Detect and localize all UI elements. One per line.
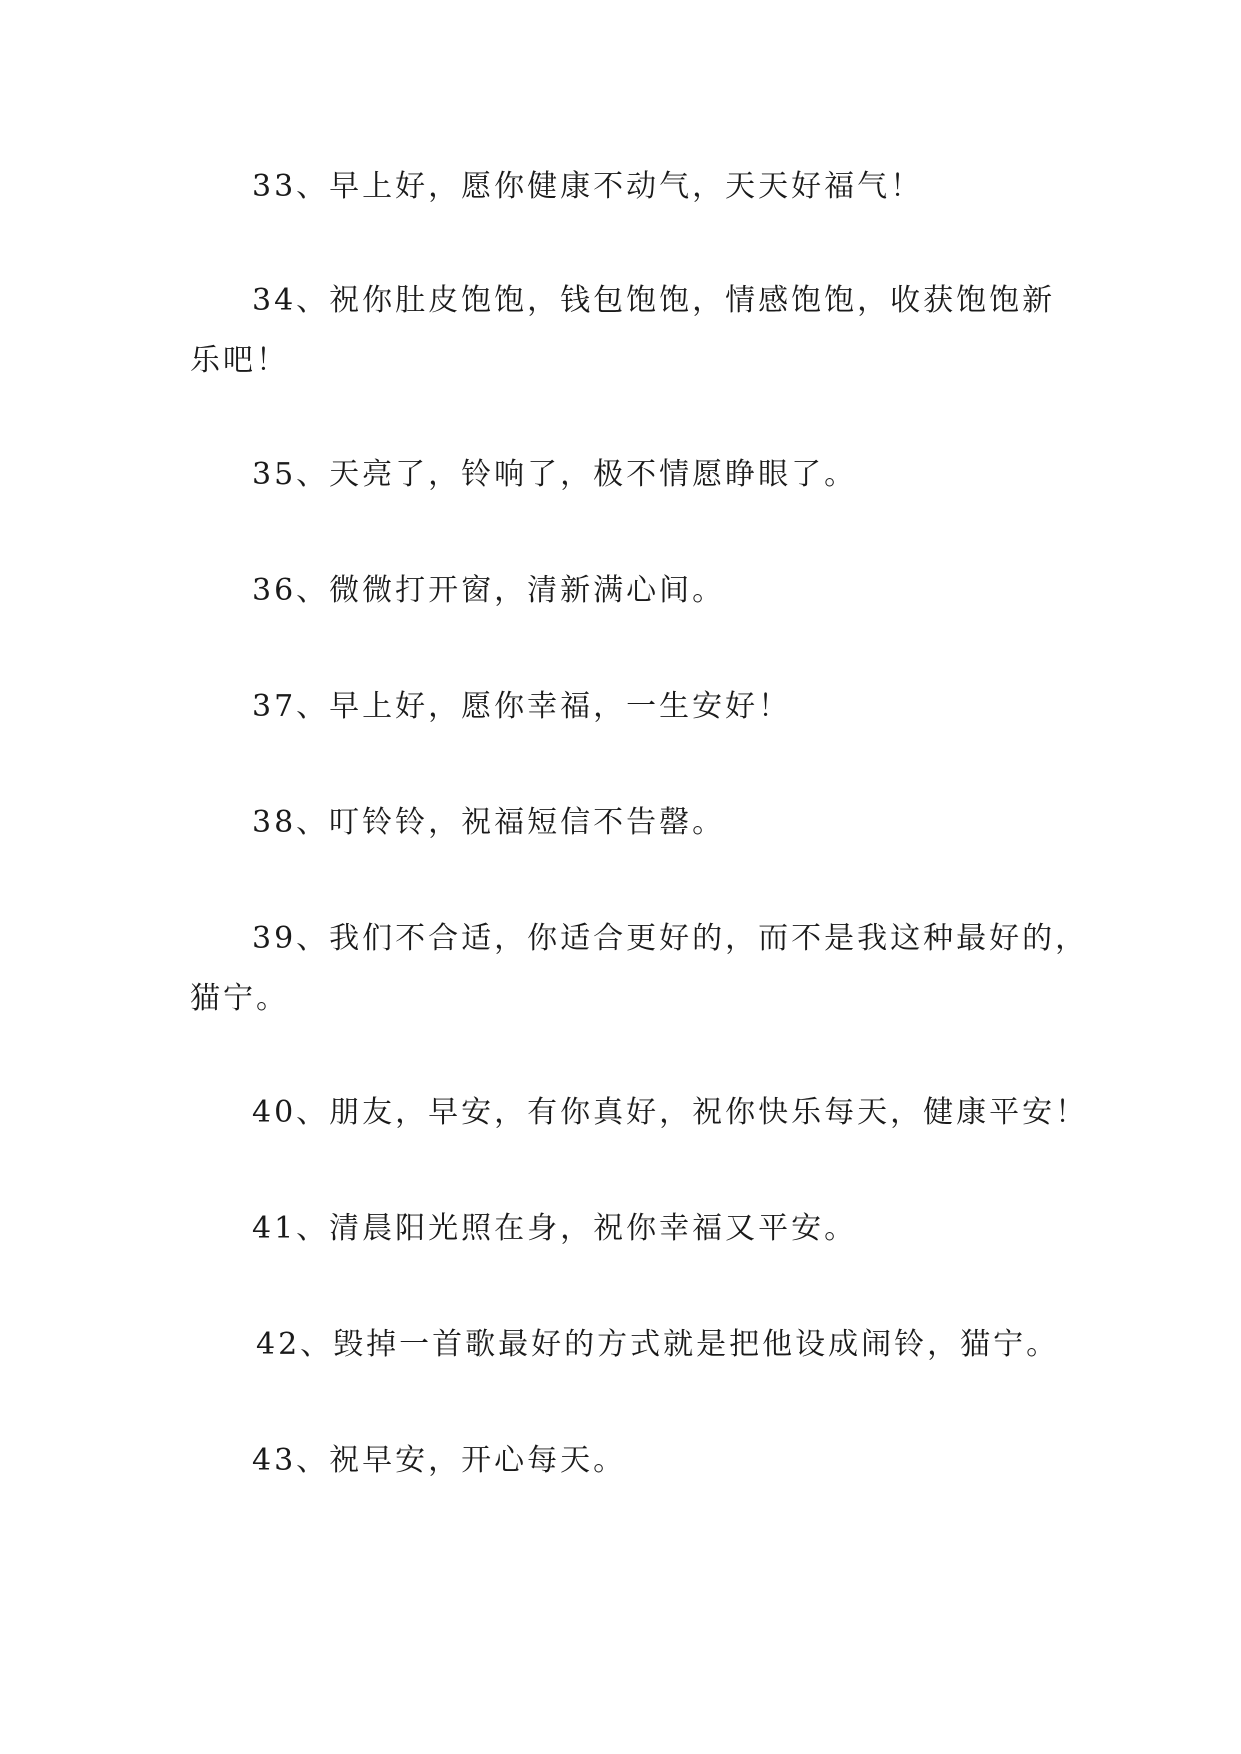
paragraph-line: 38、叮铃铃，祝福短信不告罄。 xyxy=(252,805,726,840)
paragraph-36 xyxy=(252,562,725,620)
paragraph-33 xyxy=(252,158,923,216)
paragraph-line: 42、毁掉一首歌最好的方式就是把他设成闹铃，猫宁。 xyxy=(256,1327,1060,1362)
paragraph-37 xyxy=(252,678,791,736)
paragraph-line: 43、祝早安，开心每天。 xyxy=(252,1443,627,1478)
paragraph-line-text: 乐吧！ xyxy=(190,343,289,378)
paragraph-line xyxy=(252,910,1088,968)
paragraph-line xyxy=(252,272,1055,330)
paragraph-line: 36、微微打开窗，清新满心间。 xyxy=(252,573,726,608)
paragraph-line-text: 39、我们不合适，你适合更好的，而不是我这种最好的， xyxy=(252,921,1089,956)
paragraph-line xyxy=(190,332,289,390)
paragraph-line: 37、早上好，愿你幸福，一生安好！ xyxy=(252,689,792,724)
paragraph-line: 33、早上好，愿你健康不动气，天天好福气！ xyxy=(252,169,924,204)
paragraph-line-text: 34、祝你肚皮饱饱，钱包饱饱，情感饱饱，收获饱饱新 xyxy=(252,283,1056,318)
paragraph-line: 35、天亮了，铃响了，极不情愿睁眼了。 xyxy=(252,457,858,492)
paragraph-43 xyxy=(252,1432,626,1490)
paragraph-42 xyxy=(256,1316,1059,1374)
paragraph-35 xyxy=(252,446,857,504)
paragraph-line-text: 猫宁。 xyxy=(190,981,289,1016)
paragraph-line xyxy=(190,970,289,1028)
paragraph-line: 40、朋友，早安，有你真好，祝你快乐每天，健康平安！ xyxy=(252,1095,1089,1130)
paragraph-41 xyxy=(252,1200,857,1258)
paragraph-line: 41、清晨阳光照在身，祝你幸福又平安。 xyxy=(252,1211,858,1246)
paragraph-38 xyxy=(252,794,725,852)
paragraph-40 xyxy=(252,1084,1088,1142)
